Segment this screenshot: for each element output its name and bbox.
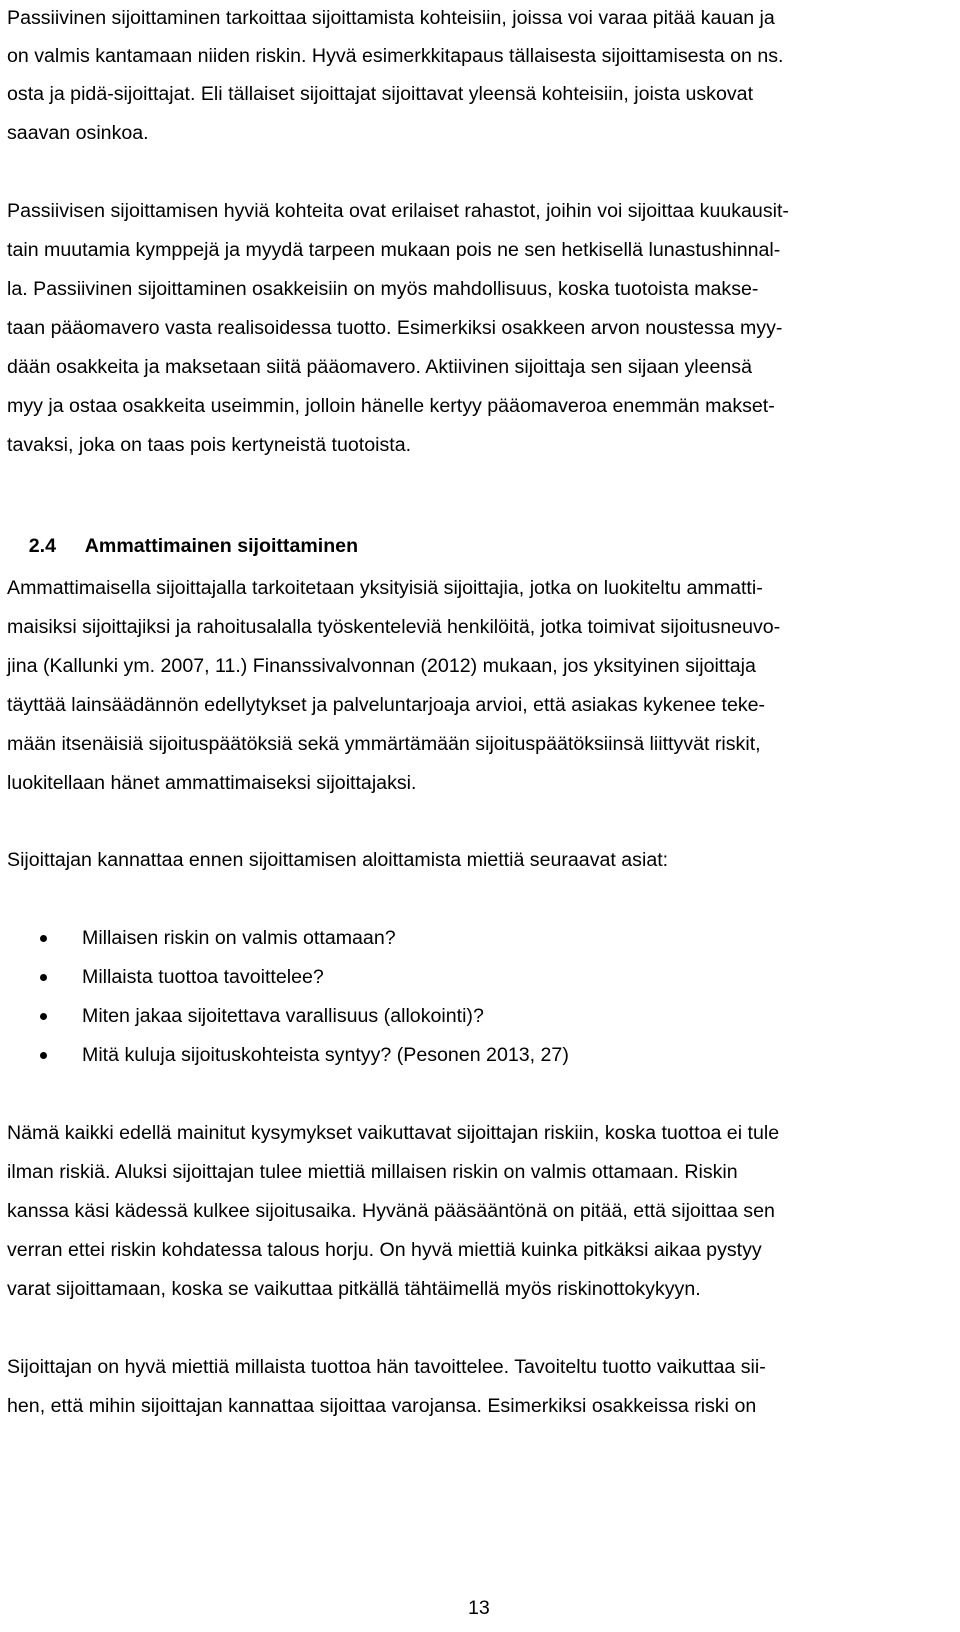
text-line: Sijoittajan on hyvä miettiä millaista tuottoa hän tavoittelee. Tavoiteltu tuotto vaikuttaa sii- <box>7 1356 766 1378</box>
bullet-dot-icon <box>40 974 47 981</box>
text-line: taan pääomavero vasta realisoidessa tuotto. Esimerkiksi osakkeen arvon noustessa myy- <box>7 317 783 339</box>
section-heading <box>7 510 358 582</box>
text-line: täyttää lainsäädännön edellytykset ja palveluntarjoaja arvioi, että asiakas kykenee teke- <box>7 694 766 716</box>
bullet-dot-icon <box>40 1052 47 1059</box>
text-line: kanssa käsi kädessä kulkee sijoitusaika. Hyvänä pääsääntönä on pitää, että sijoittaa sen <box>7 1200 775 1222</box>
list-item-text: Mitä kuluja sijoituskohteista syntyy? (Pesonen 2013, 27) <box>82 1044 569 1066</box>
text-line: mään itsenäisiä sijoituspäätöksiä sekä ymmärtämään sijoituspäätöksiinsä liittyvät riskit, <box>7 733 761 755</box>
text-line: Ammattimaisella sijoittajalla tarkoitetaan yksityisiä sijoittajia, jotka on luokiteltu ammatti- <box>7 577 763 599</box>
text-line: la. Passiivinen sijoittaminen osakkeisiin on myös mahdollisuus, koska tuotoista makse- <box>7 278 759 300</box>
list-item-text: Miten jakaa sijoitettava varallisuus (allokointi)? <box>82 1005 484 1027</box>
text-line: osta ja pidä-sijoittajat. Eli tällaiset sijoittajat sijoittavat yleensä kohteisiin, joista uskovat <box>7 83 754 105</box>
section-number: 2.4 <box>28 535 57 557</box>
text-line: dään osakkeita ja maksetaan siitä pääomavero. Aktiivinen sijoittaja sen sijaan yleensä <box>7 356 752 378</box>
text-line: tavaksi, joka on taas pois kertyneistä tuotoista. <box>7 434 412 456</box>
text-line: Passiivinen sijoittaminen tarkoittaa sijoittamista kohteisiin, joissa voi varaa pitää kauan ja <box>7 7 775 29</box>
text-line: tain muutamia kymppejä ja myydä tarpeen mukaan pois ne sen hetkisellä lunastushinnal- <box>7 239 781 261</box>
text-line: maisiksi sijoittajiksi ja rahoitusalalla työskenteleviä henkilöitä, jotka toimivat sijoitusneuvo- <box>7 616 781 638</box>
section-title: Ammattimainen sijoittaminen <box>84 535 359 557</box>
text-line: saavan osinkoa. <box>7 122 149 144</box>
text-line: luokitellaan hänet ammattimaiseksi sijoittajaksi. <box>7 772 417 794</box>
text-line: on valmis kantamaan niiden riskin. Hyvä esimerkkitapaus tällaisesta sijoittamisesta on ns. <box>7 45 784 67</box>
text-line: Nämä kaikki edellä mainitut kysymykset vaikuttavat sijoittajan riskiin, koska tuottoa ei tule <box>7 1122 780 1144</box>
text-line: jina (Kallunki ym. 2007, 11.) Finanssivalvonnan (2012) mukaan, jos yksityinen sijoittaja <box>7 655 756 677</box>
page-number: 13 <box>468 1597 490 1619</box>
text-line: ilman riskiä. Aluksi sijoittajan tulee miettiä millaisen riskin on valmis ottamaan. Riskin <box>7 1161 738 1183</box>
bullet-dot-icon <box>40 935 47 942</box>
text-line: myy ja ostaa osakkeita useimmin, jolloin hänelle kertyy pääomaveroa enemmän makset- <box>7 395 775 417</box>
list-item-text: Millaista tuottoa tavoittelee? <box>82 966 324 988</box>
bullet-dot-icon <box>40 1013 47 1020</box>
list-item-text: Millaisen riskin on valmis ottamaan? <box>82 927 396 949</box>
text-line: Passiivisen sijoittamisen hyviä kohteita ovat erilaiset rahastot, joihin voi sijoittaa kuukausit- <box>7 200 789 222</box>
text-line: hen, että mihin sijoittajan kannattaa sijoittaa varojansa. Esimerkiksi osakkeissa riski on <box>7 1395 757 1417</box>
text-line: varat sijoittamaan, koska se vaikuttaa pitkällä tähtäimellä myös riskinottokykyyn. <box>7 1278 701 1300</box>
text-line: Sijoittajan kannattaa ennen sijoittamisen aloittamista miettiä seuraavat asiat: <box>7 849 669 871</box>
text-line: verran ettei riskin kohdatessa talous horju. On hyvä miettiä kuinka pitkäksi aikaa pystyy <box>7 1239 762 1261</box>
